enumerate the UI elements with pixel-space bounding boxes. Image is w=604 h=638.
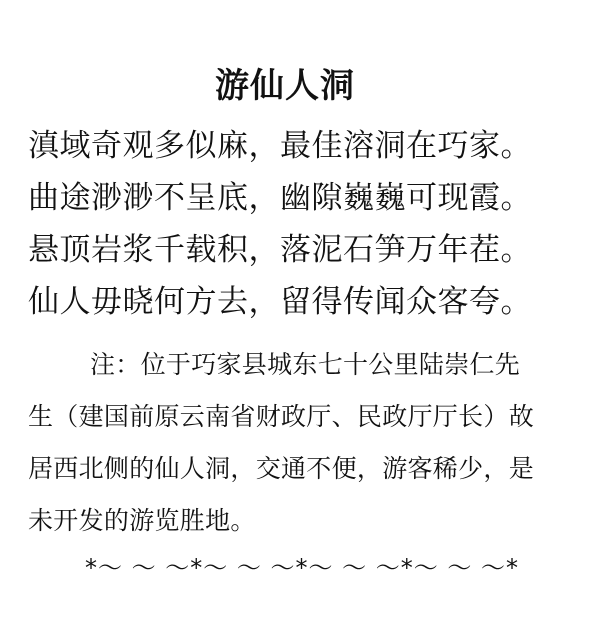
poem-line: 曲途渺渺不呈底，幽隙巍巍可现霞。 (28, 180, 532, 216)
poem-line: 仙人毋晓何方去，留得传闻众客夸。 (28, 284, 532, 320)
poem-line: 滇域奇观多似麻，最佳溶洞在巧家。 (28, 128, 532, 164)
note-line: 居西北侧的仙人洞，交通不便，游客稀少，是 (28, 454, 535, 483)
note-line: 注：位于巧家县城东七十公里陆崇仁先 (90, 350, 521, 379)
note-line: 未开发的游览胜地。 (28, 506, 256, 535)
poem-title: 游仙人洞 (215, 66, 355, 106)
annotation-note (28, 339, 590, 547)
ornamental-divider: *～ ～ ～*～ ～ ～*～ ～ ～*～ ～ ～* (84, 554, 520, 582)
note-line: 生（建国前原云南省财政厅、民政厅厅长）故 (28, 402, 535, 431)
poem-body (28, 120, 598, 328)
poem-line: 悬顶岩浆千载积，落泥石笋万年茬。 (28, 232, 532, 268)
